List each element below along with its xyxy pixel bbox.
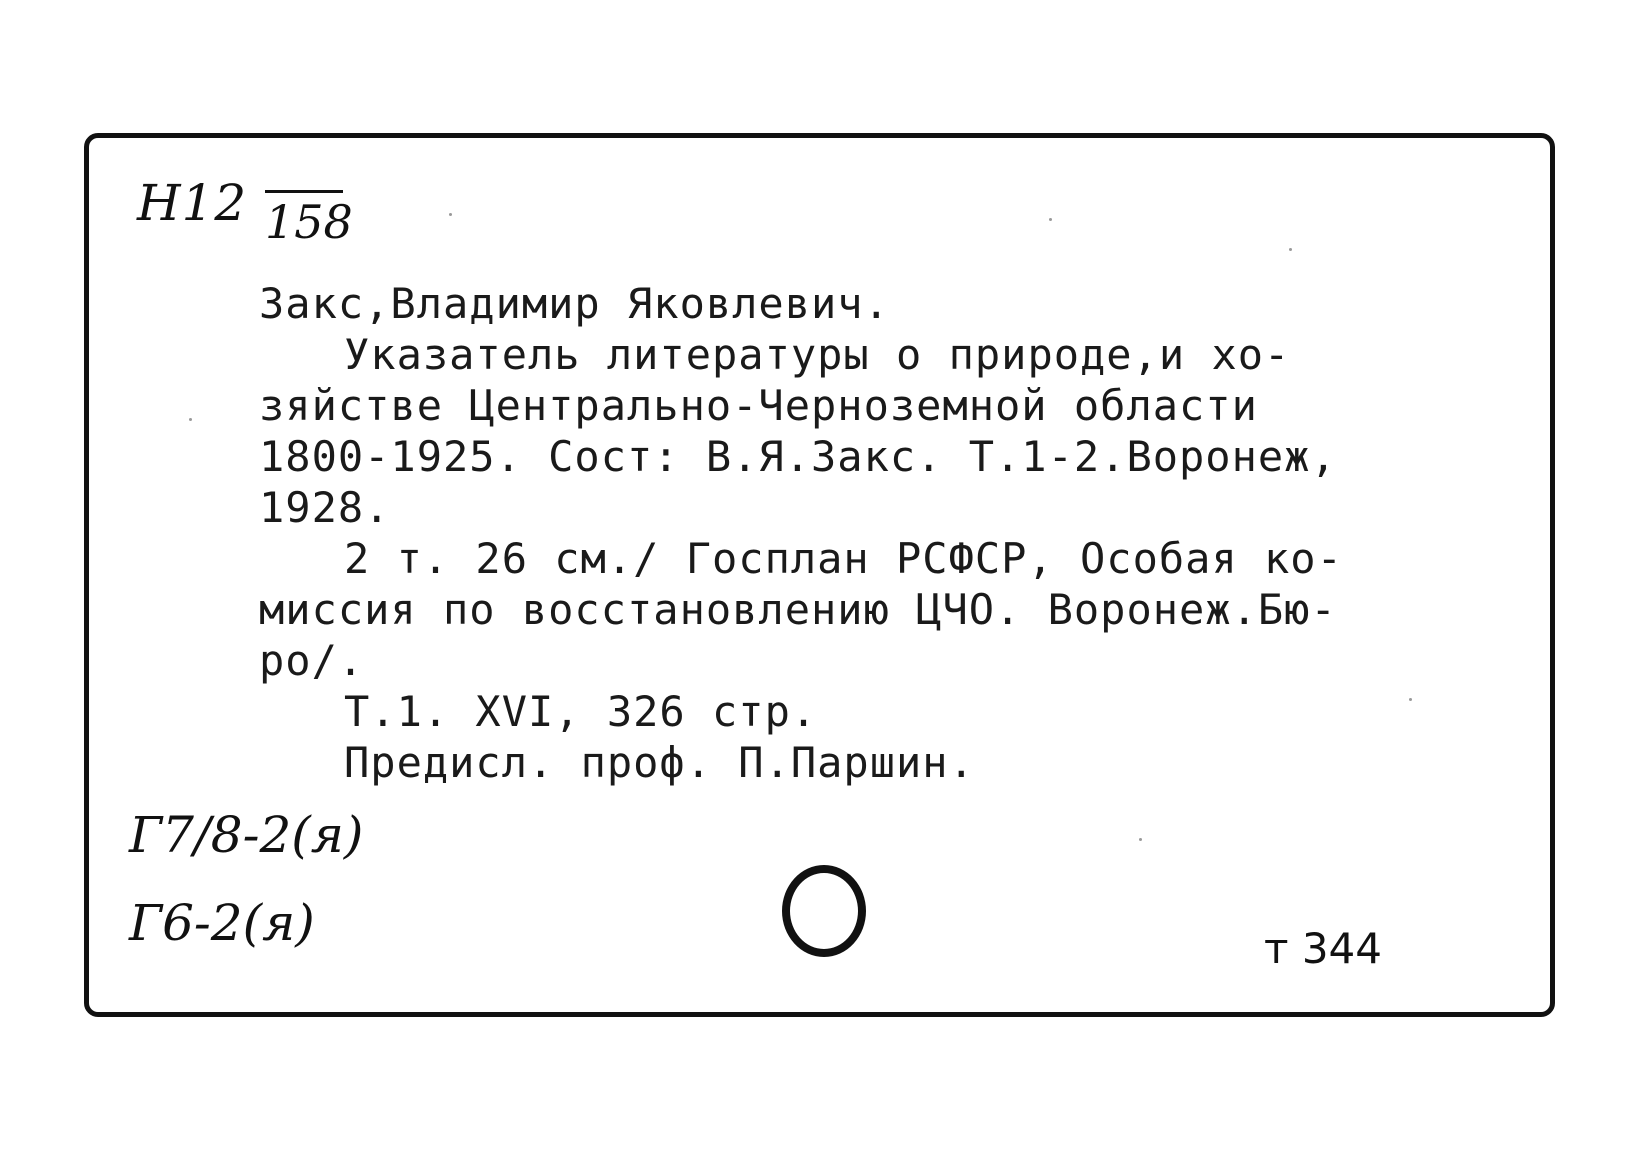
collation-line-2: миссия по восстановлению ЦЧО. Воронеж.Бю-	[259, 585, 1337, 634]
paper-speck	[1289, 248, 1292, 251]
classification-mark-1: Г7/8-2(я)	[129, 806, 364, 864]
paper-speck	[449, 213, 452, 216]
stamp-circle	[782, 865, 866, 957]
collation-line-1: 2 т. 26 см./ Госплан РСФСР, Особая ко-	[344, 534, 1343, 583]
imprint-year: 1928.	[259, 483, 391, 532]
catalog-card	[84, 133, 1555, 1017]
volume-note: Т.1. XVI, 326 стр.	[344, 687, 818, 736]
paper-speck	[1139, 838, 1142, 841]
author-heading: Закс,Владимир Яковлевич.	[259, 279, 890, 328]
collation-line-3: ро/.	[259, 636, 365, 685]
title-line-2: зяйстве Центрально-Черноземной области	[259, 381, 1258, 430]
inventory-number: т 344	[1264, 924, 1382, 973]
title-line-3: 1800-1925. Сост: В.Я.Закс. Т.1-2.Воронеж,	[259, 432, 1337, 481]
paper-speck	[1409, 698, 1412, 701]
paper-speck	[189, 418, 192, 421]
paper-speck	[1049, 218, 1052, 221]
classification-mark-2: Г6-2(я)	[129, 894, 315, 952]
preface-note: Предисл. проф. П.Паршин.	[344, 738, 975, 787]
shelf-mark-sub: 158	[265, 190, 343, 245]
shelf-mark-main: Н12	[137, 174, 248, 232]
title-line-1: Указатель литературы о природе,и хо-	[344, 330, 1291, 379]
